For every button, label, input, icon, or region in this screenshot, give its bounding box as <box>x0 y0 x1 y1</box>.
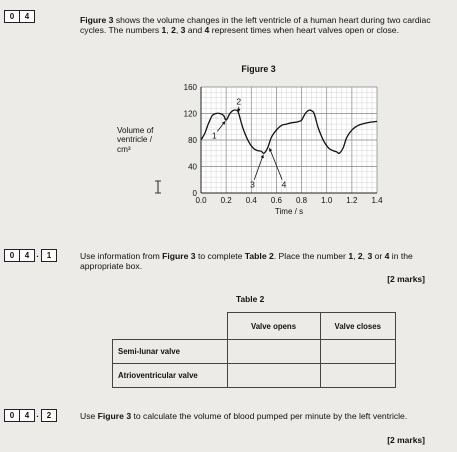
text-cursor-icon <box>153 180 163 194</box>
text-run: to calculate the volume of blood pumped per minute by the left ventricle. <box>131 411 408 421</box>
question-number-04 <box>4 10 34 23</box>
question-number-digit: 2 <box>41 409 57 422</box>
row-header: Semi-lunar valve <box>113 340 228 364</box>
text-run: , <box>362 251 368 261</box>
bold-text-run: 1 <box>348 251 354 261</box>
y-tick-label: 160 <box>183 82 197 92</box>
y-tick-label: 80 <box>188 135 197 145</box>
question-number-04-2: 0 4 . 2 <box>4 409 56 422</box>
y-tick-label: 0 <box>192 188 197 198</box>
question-04-2-text <box>80 411 420 421</box>
bold-text-run: 1 <box>161 25 167 36</box>
marks-label: [2 marks] <box>387 435 425 445</box>
y-tick-label: 120 <box>183 109 197 119</box>
y-tick-label: 40 <box>188 162 197 172</box>
question-number-digit: 0 <box>4 249 20 262</box>
text-run: . Place the number <box>273 251 349 261</box>
text-run: , <box>175 25 181 36</box>
question-number-digit: 4 <box>19 249 35 262</box>
answer-cell[interactable] <box>227 340 320 364</box>
bold-text-run: 4 <box>384 251 390 261</box>
question-number-digit: 4 <box>19 10 35 23</box>
answer-cell[interactable] <box>320 364 396 388</box>
question-number-digit: 4 <box>19 409 35 422</box>
y-axis-label-line: cm³ <box>117 144 131 154</box>
x-tick-label: 1.0 <box>321 196 333 205</box>
y-axis-label-line: Volume of <box>117 126 154 135</box>
bold-text-run: 2 <box>357 251 363 261</box>
table-title: Table 2 <box>236 294 265 304</box>
marks-label: [2 marks] <box>387 274 425 284</box>
bold-text-run: Figure 3 <box>162 251 196 261</box>
x-tick-label: 0.2 <box>220 196 232 205</box>
bold-text-run: 3 <box>367 251 373 261</box>
column-header: Valve opens <box>227 313 320 340</box>
bold-text-run: 4 <box>204 25 210 36</box>
answer-cell[interactable] <box>320 340 396 364</box>
annotation-label: 3 <box>250 179 255 190</box>
answer-cell[interactable] <box>227 364 320 388</box>
text-run: Use information from <box>80 251 163 261</box>
question-number-04-1: 0 4 . 1 <box>4 249 56 262</box>
bold-text-run: 3 <box>180 25 186 36</box>
bold-text-run: Figure 3 <box>80 15 114 25</box>
bold-text-run: Table 2 <box>244 251 274 261</box>
x-tick-label: 1.2 <box>346 196 358 205</box>
bold-text-run: Figure 3 <box>97 411 132 421</box>
annotation-label: 4 <box>281 179 287 190</box>
x-axis-label: Time / s <box>274 207 304 216</box>
x-tick-label: 0.4 <box>245 196 257 205</box>
x-tick-label: 0.8 <box>296 196 308 205</box>
x-tick-label: 0.0 <box>195 196 207 205</box>
column-header: Valve closes <box>320 313 396 340</box>
figure-title: Figure 3 <box>241 64 276 74</box>
text-run: to complete <box>195 251 245 261</box>
question-number-digit: 0 <box>4 409 20 422</box>
x-tick-label: 1.4 <box>371 196 383 205</box>
text-run: in the appropriate box. <box>80 251 413 272</box>
question-number-digit: 1 <box>41 249 57 262</box>
text-run: and <box>185 25 205 36</box>
annotation-label: 1 <box>211 130 217 141</box>
volume-chart <box>165 80 387 218</box>
question-04-intro <box>80 15 452 36</box>
annotation-label: 2 <box>236 96 242 107</box>
text-run: or <box>372 251 385 261</box>
question-number-digit: 0 <box>4 10 20 23</box>
table-2 <box>112 312 396 388</box>
text-run: , <box>353 251 358 261</box>
row-header: Atrioventricular valve <box>113 364 228 388</box>
x-tick-label: 0.6 <box>270 196 282 205</box>
y-axis-label-line: ventricle / <box>117 135 153 145</box>
figure-y-axis-label <box>117 126 153 154</box>
text-run: shows the volume changes in the left ventricle of a human heart during two cardiac cycles. The numbers <box>80 15 431 36</box>
text-run: Use <box>80 411 98 421</box>
text-run: , <box>166 25 172 36</box>
text-run: represent times when heart valves open or close. <box>209 25 399 36</box>
question-04-1-text <box>80 251 452 272</box>
bold-text-run: 2 <box>171 25 176 36</box>
